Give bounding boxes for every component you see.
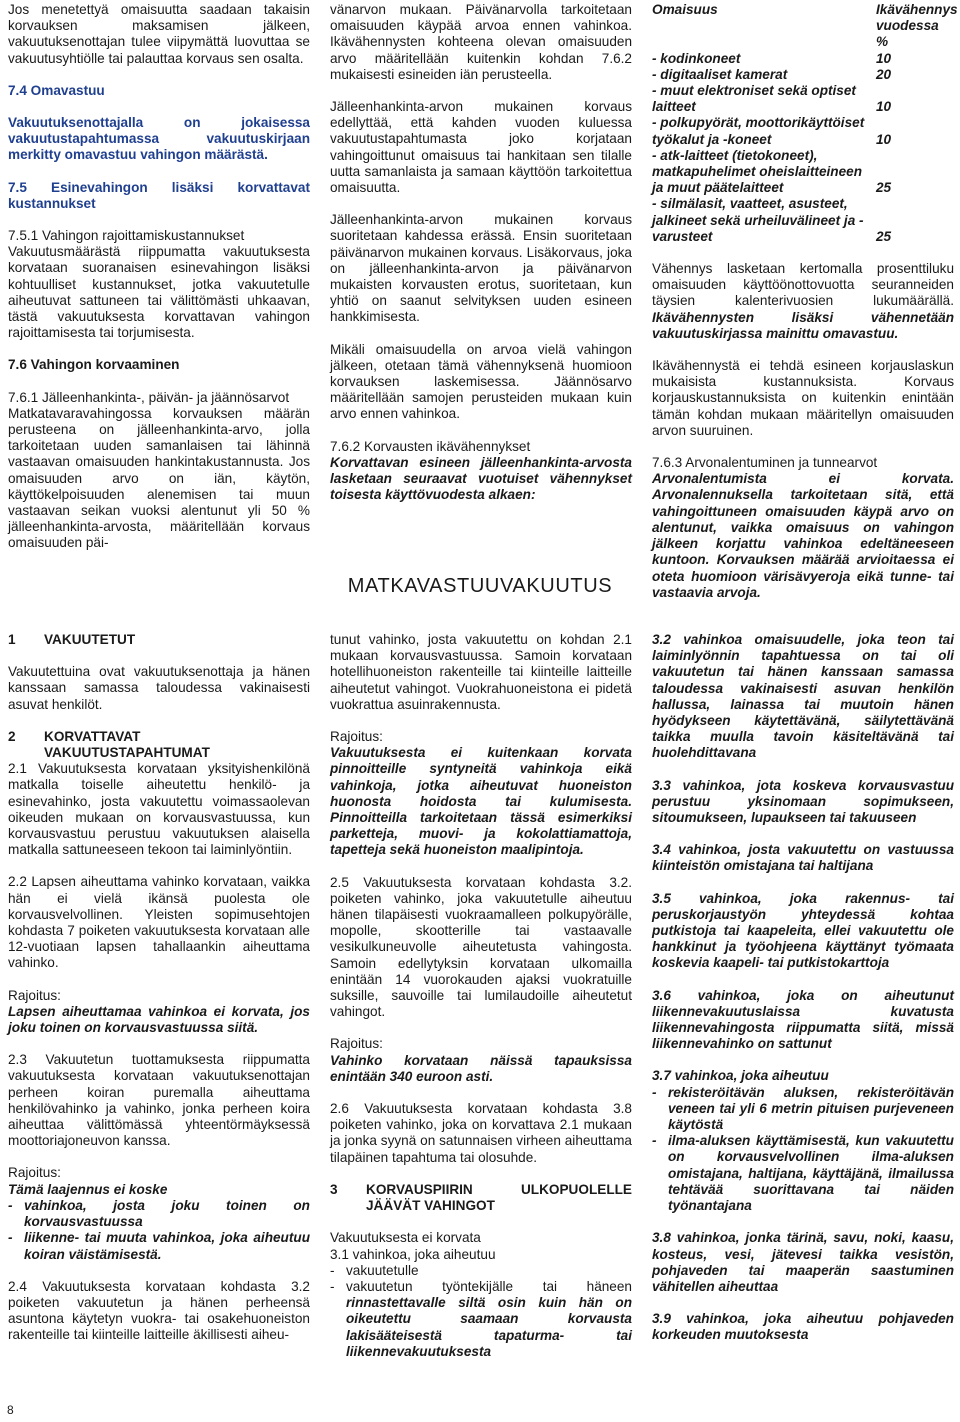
heading-3: 3 KORVAUSPIIRIN ULKOPUOLELLE JÄÄVÄT VAHINGOT (330, 1181, 632, 1214)
bottom-column-2 (330, 632, 632, 1360)
b2-p-not-covered: Vakuutuksesta ei korvata (330, 1230, 481, 1246)
table-header-property: Omaisuus (652, 2, 718, 17)
b2-rajoitus-2-text: Vahinko korvataan näissä tapauksissa enintään 340 euroon asti. (330, 1052, 632, 1084)
b2-p-3-1: 3.1 vahinkoa, joka aiheutuu (330, 1246, 496, 1262)
b2-p-2-5: 2.5 Vakuutuksesta korvataan kohdasta 3.2. poiketen vahinko, joka vakuutetulle aiheutuu hänen tilapäisesti vuokraamalleen polkupyörälle, mopolle, skootterille tai vastaavalle vesikulkuneuvolle aiheutetusta vahingosta. Samoin edellytyksin korvataan ulkomailla enintään 14 vuorokauden ajaksi vuokratuille suksille, sauvoille tai lumilaudoille aiheutetut vahingot. (330, 874, 632, 1020)
b1-rajoitus-2-item-2: - liikenne- tai muuta vahinkoa, joka aiheutuu koiran väistämisestä. (8, 1230, 310, 1262)
table-row (652, 51, 954, 67)
heading-7-4: 7.4 Omavastuu (8, 82, 105, 98)
bottom-column-3 (652, 632, 954, 1344)
heading-7-5: 7.5 Esinevahingon lisäksi korvattavat kustannukset (8, 179, 310, 211)
b1-rajoitus-2-item-1: - vahinkoa, josta joku toinen on korvausvastuussa (8, 1197, 310, 1230)
top-column-1 (8, 2, 310, 552)
col2-p-replacement-cond: Jälleenhankinta-arvon mukainen korvaus edellyttää, että kahden vuoden kuluessa vakuutustapahtumasta joko korjataan vahingoittunut omaisuus tai hankitaan sen tilalle uutta samanlaista ja samaan käyttöön tarkoitettua omaisuutta. (330, 99, 632, 196)
col1-p-replacement: Matkatavaravahingossa korvauksen määrän perusteena on jälleenhankinta-arvo, jolla tarkoitetaan uuden samanlaisen tai lähinnä vastaavan omaisuuden hankintakustannusta. Jos omaisuuden arvo on iän, käytön, käyttökelpoisuuden alenemisen tai muun vastaavan seikan vuoksi alentunut yli 50 % jälleenhankinta-arvosta, määritellään korvaus omaisuuden päi- (8, 405, 310, 551)
table-cell-rate: 25 (876, 228, 892, 244)
b2-rajoitus-2-label: Rajoitus: (330, 1036, 383, 1052)
b2-rajoitus-1-text: Vakuutuksesta ei kuitenkaan korvata pinnoitteille syntyneitä vahinkoja eikä vahinkoja, jotka aiheutuvat huoneiston huonosta hoidosta tai kulumisesta. Pinnoitteilla tarkoitetaan tässä esimerkiksi parketteja, muovi- ja kokolattiamattoja, tapetteja sekä huoneiston maalipintoja. (330, 745, 632, 858)
b1-p-insured: Vakuutettuina ovat vakuutuksenottaja ja hänen kanssaan samassa taloudessa vakinaisesti asuvat henkilöt. (8, 664, 310, 712)
b3-p-3-6: 3.6 vahinkoa, joka on aiheutunut liikennevakuutuslaissa kuvatusta liikennevahingosta riippumatta siitä, missä liikennevahinko on sattunut (652, 987, 954, 1052)
table-row (652, 115, 954, 147)
b1-p-2-2: 2.2 Lapsen aiheuttama vahinko korvataan, vaikka hän ei vielä ikänsä puolesta ole korvausvelvollinen. Yleisten sopimusehtojen kohdasta 7 poiketen vakuutuksesta korvataan alle 12-vuotiaan lapsen tahallaankin aiheuttama vahinko. (8, 874, 310, 971)
b1-rajoitus-1-text: Lapsen aiheuttamaa vahinkoa ei korvata, jos joku toinen on korvausvastuussa siitä. (8, 1003, 310, 1036)
table-cell-property: - kodinkoneet (652, 50, 741, 66)
b1-p-2-3: 2.3 Vakuutetun tuottamuksesta riippumatta vakuutuksesta korvataan vakuutuksenottajan perheen koiran puremalla aiheuttama henkilövahinko ja vahinko, jonka perheen koira aiheuttaa välittömässä yhteentörmäyksessä moottoriajoneuvon kanssa. (8, 1052, 310, 1149)
subheading-7-6-3: 7.6.3 Arvonalentuminen ja tunnearvot (652, 455, 878, 471)
b3-3-7-item-1: - rekisteröitävän aluksen, rekisteröitävän veneen tai yli 6 metrin pituisen purjeveneen käytöstä (652, 1084, 954, 1133)
b1-rajoitus-1-label: Rajoitus: (8, 987, 61, 1003)
b2-rajoitus-1-label: Rajoitus: (330, 729, 383, 745)
table-cell-rate: 10 (876, 131, 892, 147)
table-row (652, 148, 954, 197)
b1-rajoitus-2-lead: Tämä laajennus ei koske (8, 1181, 168, 1197)
b1-p-2-1: 2.1 Vakuutuksesta korvataan yksityishenkilönä matkalla toiselle aiheutettu henkilö- ja esinevahinko, josta vakuutettu voimassaolevan oikeuden mukaan on korvausvastuussa, kun korvausvastuu perustuu vakuutuksen alaisella matkalla sattuneeseen tekoon tai laiminlyöntiin. (8, 761, 310, 858)
table-cell-rate: 10 (876, 99, 892, 115)
b3-p-3-2: 3.2 vahinkoa omaisuudelle, joka teon tai laiminlyönnin tapahtuessa on tai oli vakuutetun tai hänen kanssaan samassa taloudessa vakinaisesti asuvan henkilön hallussa, lainassa tai muutoin hänen hyödykseen käytettävänä, säilytettävänä taikka muulla tavoin käsiteltävänä tai huolehdittavana (652, 632, 954, 761)
b2-p-2-6: 2.6 Vakuutuksesta korvataan kohdasta 3.8 poiketen vahinko, joka on korvattava 2.1 mukaan ja jonka syynä on satunnaisen virheen aiheuttama tilapäinen tapahtuma tai olosuhde. (330, 1101, 632, 1165)
heading-2: 2 KORVATTAVAT VAKUUTUSTAPAHTUMAT (8, 728, 210, 761)
col2-p-deductions: Korvattavan esineen jälleenhankinta-arvosta lasketaan seuraavat vuotuiset vähennykset toisesta käyttövuodesta alkaen: (330, 454, 632, 503)
b1-rajoitus-2-label: Rajoitus: (8, 1165, 61, 1181)
col1-p-recovered: Jos menetettyä omaisuutta saadaan takaisin korvauksen maksamisen jälkeen, vakuutuksenottajan tulee viipymättä luovuttaa se vakuutusyhtiölle tai palauttaa korvaus sen osalta. (8, 2, 310, 66)
bottom-column-1 (8, 632, 310, 1344)
col2-p-residual: Mikäli omaisuudella on arvoa vielä vahingon jälkeen, otetaan tämä vähennyksenä huomioon korvauksen laskemisessa. Jäännösarvo määritellään samojen perusteiden mukaan kuin arvo ennen vahinkoa. (330, 341, 632, 422)
subheading-7-6-2: 7.6.2 Korvausten ikävähennykset (330, 438, 531, 454)
depreciation-table (652, 2, 958, 245)
subheading-7-6-1: 7.6.1 Jälleenhankinta-, päivän- ja jäännösarvot (8, 389, 290, 405)
col1-p-deductible: Vakuutuksenottajalla on jokaisessa vakuutustapahtumassa vakuutuskirjaan merkitty omavastuu vahingon määrästä. (8, 115, 310, 163)
heading-7-6: 7.6 Vahingon korvaaminen (8, 357, 180, 373)
col2-p-two-parts: Jälleenhankinta-arvon mukainen korvaus suoritetaan kahdessa erässä. Ensin suoritetaan päivänarvon mukainen korvaus. Lisäkorvaus, joka on jälleenhankinta-arvon ja päivänarvon mukaisten korvausten erotus, suoritetaan, kun yhtiö on saanut selvityksen uuden esineen hankkimisesta. (330, 212, 632, 325)
col3-p-depreciation-sentimental: Arvonalentumista ei korvata. Arvonalennuksella tarkoitetaan sitä, että vahingoittuneen omaisuuden käypä arvo on alentunut, vaikka omaisuus on vahingon jälkeen korjattu vahinkoa edeltäneeseen kuntoon. Korvauksen määrää arvioitaessa ei oteta huomioon värisävyeroja eikä tunne- tai vastaavia arvoja. (652, 471, 954, 600)
table-cell-property: - atk-laitteet (tietokoneet), matkapuhelimet oheislaitteineen ja muut päätelaitteet (652, 147, 863, 196)
table-cell-property: - digitaaliset kamerat (652, 66, 788, 82)
top-column-3 (652, 2, 958, 601)
section-title: MATKAVASTUUVAKUUTUS (347, 575, 613, 597)
b3-p-3-7: 3.7 vahinkoa, joka aiheutuu (652, 1068, 829, 1084)
table-row (652, 83, 954, 115)
b1-p-2-4: 2.4 Vakuutuksesta korvataan kohdasta 3.2 poiketen vakuutetun ja hänen perheensä asuntona käytetyn vuokra- tai osakehuoneiston rakenteille tai kiinteille laitteille äkillisesti aiheu- (8, 1278, 310, 1343)
b3-p-3-5: 3.5 vahinkoa, joka rakennus- tai peruskorjaustyön yhteydessä kohtaa putkistoja tai kaapeleita, ellei vakuutettu ole hankkinut ja työohjeena käyttänyt työmaata koskevia kaapeli- tai putkistokarttoja (652, 890, 954, 971)
b2-p-continued: tunut vahinko, josta vakuutettu on kohdan 2.1 mukaan korvausvastuussa. Samoin korvataan hotellihuoneiston rakenteille tai kiinteille laitteille aiheutetut vahingot. Vuokrahuoneistona ei pidetä vuokrattua asuinrakennusta. (330, 632, 632, 712)
col1-p-limitation: Vakuutusmäärästä riippumatta vakuutuksesta korvataan suoranaisen esinevahingon lisäksi kohtuulliset kustannukset, jotka vakuutetulle aiheutuvat sattuneen tai välittömästi uhkaavan, tästä vakuutuksesta korvattavan vahingon rajoittamisesta tai torjumisesta. (8, 244, 310, 341)
b2-item-2: - vakuutetun työntekijälle tai häneen rinnastettavalle siltä osin kuin hän on oikeutettu saamaan korvausta lakisääteisestä tapaturma- tai liikennevakuutuksesta (330, 1278, 632, 1359)
table-row (652, 196, 954, 245)
table-cell-property: - polkupyörät, moottorikäyttöiset työkalut ja -koneet (652, 115, 865, 147)
top-column-2 (330, 2, 632, 503)
b3-3-7-item-2: - ilma-aluksen käyttämisestä, kun vakuutettu on korvausvelvollinen ilma-aluksen omistajana, haltijana, käyttäjänä, ilmailussa tehtävää suorittavana tai näiden työnantajana (652, 1133, 954, 1214)
table-cell-property: - silmälasit, vaatteet, asusteet, jalkineet sekä urheiluvälineet ja -varusteet (652, 196, 864, 244)
table-cell-property: - muut elektroniset sekä optiset laitteet (652, 83, 856, 115)
table-cell-rate: 20 (876, 66, 892, 82)
b3-p-3-3: 3.3 vahinkoa, jota koskeva korvausvastuu perustuu yksinomaan sopimukseen, sitoumukseen, lupaukseen tai takuuseen (652, 777, 954, 826)
b2-item-1: - vakuutetulle (330, 1262, 419, 1278)
subheading-7-5-1: 7.5.1 Vahingon rajoittamiskustannukset (8, 228, 245, 244)
b3-p-3-8: 3.8 vahinkoa, jonka tärinä, savu, noki, kaasu, kosteus, vesi, jätevesi taikka vesistön, pohjaveden tai maaperän saastuminen vähitellen aiheuttaa (652, 1230, 954, 1294)
page-number: 8 (7, 1403, 14, 1417)
col3-p-repair: Ikävähennystä ei tehdä esineen korjauslaskun mukaisista kustannuksista. Korvaus korjauskustannuksista on kuitenkin enintään tämän kohdan mukaan määritellyn omaisuuden arvon suuruinen. (652, 358, 954, 438)
b3-p-3-4: 3.4 vahinkoa, josta vakuutettu on vastuussa kiinteistön omistajana tai haltijana (652, 842, 954, 874)
col3-p-calculation: Vähennys lasketaan kertomalla prosenttiluku omaisuuden käyttöönottovuotta seuranneiden täysien kalenterivuosien lukumäärällä. Ikävähennysten lisäksi vähennetään vakuutuskirjassa mainittu omavastuu. (652, 261, 954, 341)
table-row (652, 67, 954, 83)
heading-1: 1 VAKUUTETUT (8, 632, 136, 647)
table-cell-rate: 25 (876, 180, 892, 196)
table-cell-rate: 10 (876, 50, 892, 66)
table-header-rate: Ikävähennys vuodessa % (876, 2, 958, 50)
col2-p-daily-value: vänarvon mukaan. Päivänarvolla tarkoitetaan omaisuuden käypää arvoa ennen vahinkoa. Ikävähennysten kohteena olevan omaisuuden arvo määritellään kuitenkin kohdan 7.6.2 mukaisesti esineiden iän perusteella. (330, 2, 632, 82)
b3-p-3-9: 3.9 vahinkoa, joka aiheutuu pohjaveden korkeuden muutoksesta (652, 1311, 954, 1343)
